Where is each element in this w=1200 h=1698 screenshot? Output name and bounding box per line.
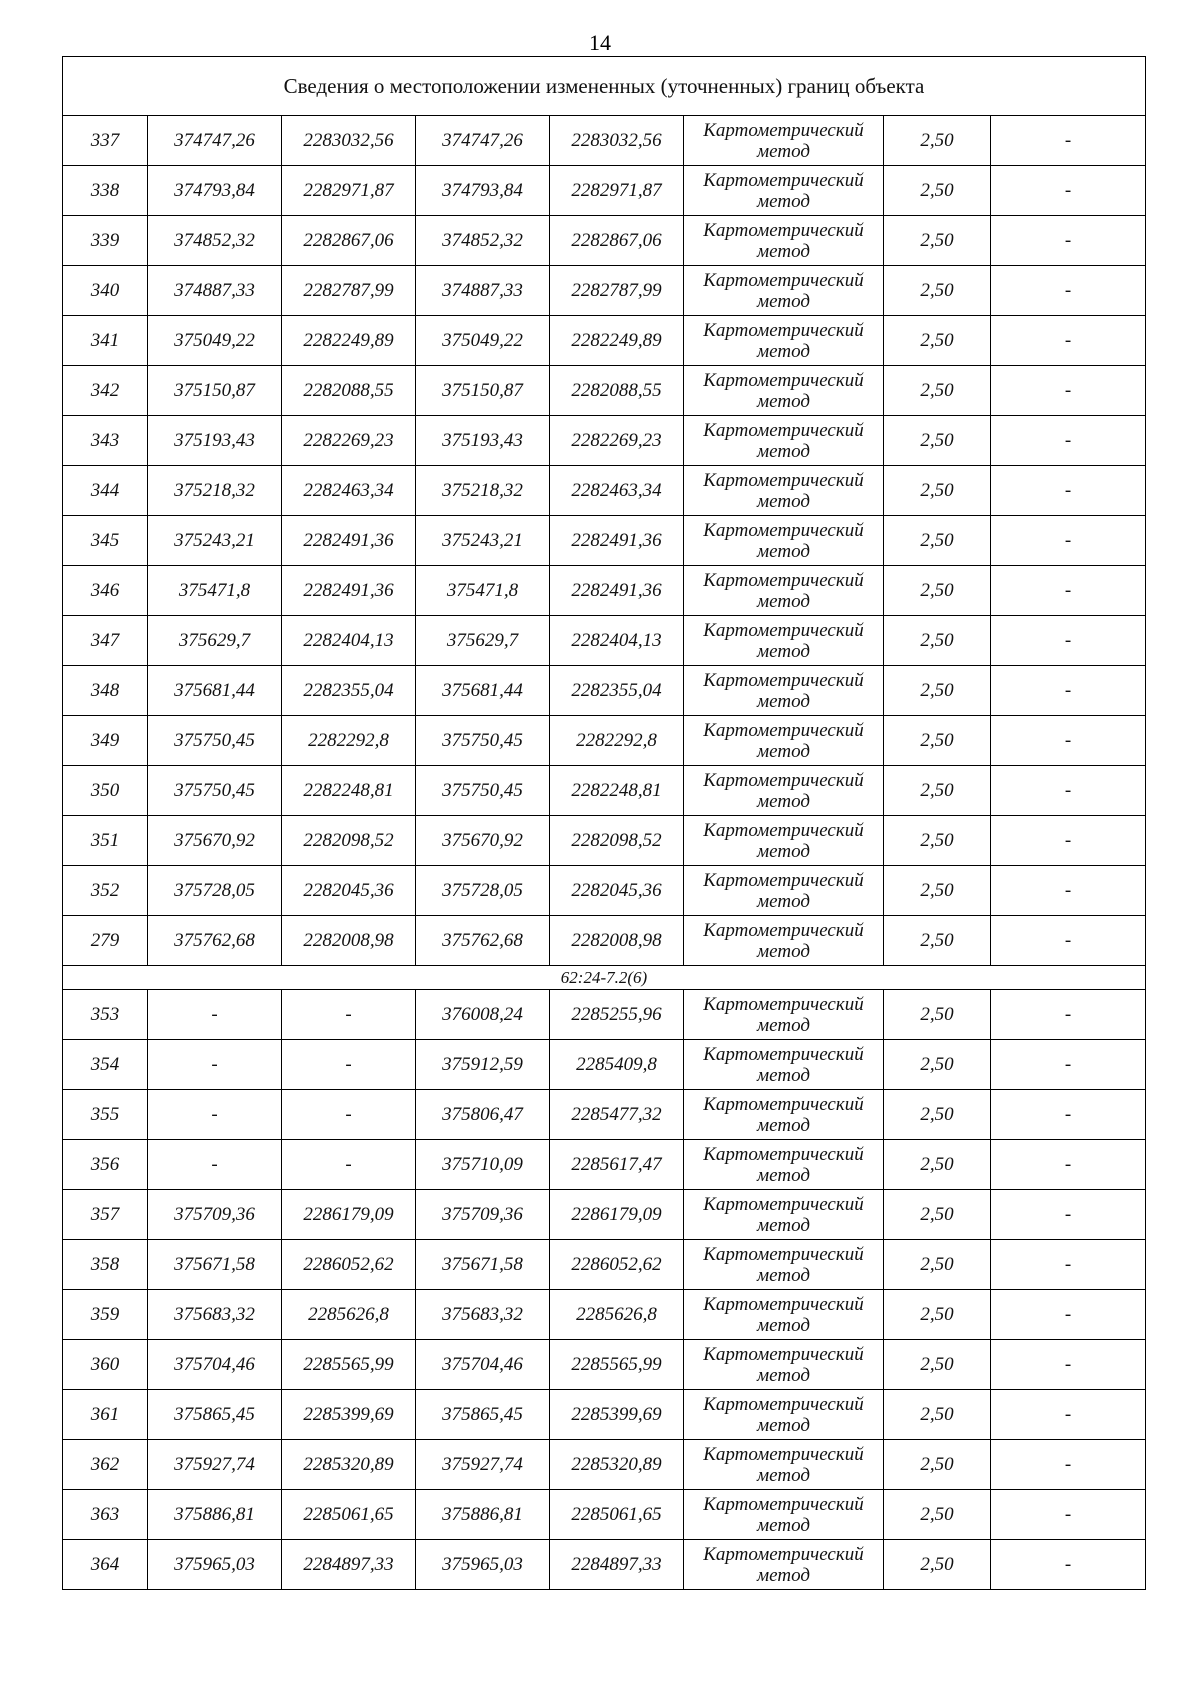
method-cell: Картометрический метод bbox=[684, 116, 884, 166]
existing-x-cell: 375681,44 bbox=[148, 666, 282, 716]
existing-y-cell: 2282867,06 bbox=[282, 216, 416, 266]
accuracy-cell: 2,50 bbox=[884, 516, 991, 566]
point-number-cell: 344 bbox=[63, 466, 148, 516]
point-number-cell: 362 bbox=[63, 1440, 148, 1490]
accuracy-cell: 2,50 bbox=[884, 566, 991, 616]
note-cell: - bbox=[991, 1290, 1146, 1340]
method-cell: Картометрический метод bbox=[684, 266, 884, 316]
existing-x-cell: 375683,32 bbox=[148, 1290, 282, 1340]
table-row bbox=[63, 416, 1146, 466]
existing-x-cell: 375629,7 bbox=[148, 616, 282, 666]
refined-x-cell: 375806,47 bbox=[416, 1090, 550, 1140]
note-cell: - bbox=[991, 416, 1146, 466]
refined-y-cell: 2285477,32 bbox=[550, 1090, 684, 1140]
refined-y-cell: 2285255,96 bbox=[550, 990, 684, 1040]
existing-y-cell: 2282787,99 bbox=[282, 266, 416, 316]
note-cell: - bbox=[991, 216, 1146, 266]
existing-x-cell: 374887,33 bbox=[148, 266, 282, 316]
accuracy-cell: 2,50 bbox=[884, 916, 991, 966]
refined-x-cell: 374747,26 bbox=[416, 116, 550, 166]
existing-x-cell: 375965,03 bbox=[148, 1540, 282, 1590]
existing-x-cell: 375750,45 bbox=[148, 766, 282, 816]
table-row bbox=[63, 1440, 1146, 1490]
existing-y-cell: 2286179,09 bbox=[282, 1190, 416, 1240]
accuracy-cell: 2,50 bbox=[884, 816, 991, 866]
table-row bbox=[63, 1490, 1146, 1540]
refined-y-cell: 2282491,36 bbox=[550, 566, 684, 616]
accuracy-cell: 2,50 bbox=[884, 1490, 991, 1540]
existing-y-cell: 2285626,8 bbox=[282, 1290, 416, 1340]
note-cell: - bbox=[991, 990, 1146, 1040]
note-cell: - bbox=[991, 866, 1146, 916]
method-cell: Картометрический метод bbox=[684, 1490, 884, 1540]
point-number-cell: 361 bbox=[63, 1390, 148, 1440]
refined-x-cell: 375629,7 bbox=[416, 616, 550, 666]
refined-y-cell: 2285565,99 bbox=[550, 1340, 684, 1390]
accuracy-cell: 2,50 bbox=[884, 116, 991, 166]
method-cell: Картометрический метод bbox=[684, 1290, 884, 1340]
existing-x-cell: 375728,05 bbox=[148, 866, 282, 916]
point-number-cell: 352 bbox=[63, 866, 148, 916]
note-cell: - bbox=[991, 1440, 1146, 1490]
table-row bbox=[63, 266, 1146, 316]
method-cell: Картометрический метод bbox=[684, 766, 884, 816]
existing-x-cell: - bbox=[148, 1040, 282, 1090]
existing-y-cell: 2282292,8 bbox=[282, 716, 416, 766]
accuracy-cell: 2,50 bbox=[884, 1440, 991, 1490]
existing-y-cell: 2282491,36 bbox=[282, 516, 416, 566]
method-cell: Картометрический метод bbox=[684, 1340, 884, 1390]
accuracy-cell: 2,50 bbox=[884, 1340, 991, 1390]
section-row bbox=[63, 966, 1146, 990]
note-cell: - bbox=[991, 266, 1146, 316]
existing-y-cell: 2282971,87 bbox=[282, 166, 416, 216]
point-number-cell: 354 bbox=[63, 1040, 148, 1090]
refined-x-cell: 375750,45 bbox=[416, 716, 550, 766]
note-cell: - bbox=[991, 1390, 1146, 1440]
accuracy-cell: 2,50 bbox=[884, 1140, 991, 1190]
refined-x-cell: 375471,8 bbox=[416, 566, 550, 616]
note-cell: - bbox=[991, 1190, 1146, 1240]
accuracy-cell: 2,50 bbox=[884, 990, 991, 1040]
refined-y-cell: 2282249,89 bbox=[550, 316, 684, 366]
existing-x-cell: 375927,74 bbox=[148, 1440, 282, 1490]
refined-y-cell: 2282098,52 bbox=[550, 816, 684, 866]
note-cell: - bbox=[991, 1090, 1146, 1140]
existing-x-cell: 375049,22 bbox=[148, 316, 282, 366]
accuracy-cell: 2,50 bbox=[884, 616, 991, 666]
method-cell: Картометрический метод bbox=[684, 716, 884, 766]
method-cell: Картометрический метод bbox=[684, 466, 884, 516]
point-number-cell: 339 bbox=[63, 216, 148, 266]
accuracy-cell: 2,50 bbox=[884, 766, 991, 816]
table-row bbox=[63, 1040, 1146, 1090]
refined-y-cell: 2285061,65 bbox=[550, 1490, 684, 1540]
refined-x-cell: 374887,33 bbox=[416, 266, 550, 316]
note-cell: - bbox=[991, 766, 1146, 816]
note-cell: - bbox=[991, 116, 1146, 166]
existing-y-cell: 2282088,55 bbox=[282, 366, 416, 416]
accuracy-cell: 2,50 bbox=[884, 666, 991, 716]
existing-x-cell: 375670,92 bbox=[148, 816, 282, 866]
refined-y-cell: 2282248,81 bbox=[550, 766, 684, 816]
accuracy-cell: 2,50 bbox=[884, 166, 991, 216]
refined-x-cell: 374852,32 bbox=[416, 216, 550, 266]
method-cell: Картометрический метод bbox=[684, 516, 884, 566]
accuracy-cell: 2,50 bbox=[884, 1390, 991, 1440]
point-number-cell: 341 bbox=[63, 316, 148, 366]
method-cell: Картометрический метод bbox=[684, 216, 884, 266]
existing-y-cell: 2286052,62 bbox=[282, 1240, 416, 1290]
point-number-cell: 347 bbox=[63, 616, 148, 666]
refined-x-cell: 375912,59 bbox=[416, 1040, 550, 1090]
point-number-cell: 340 bbox=[63, 266, 148, 316]
existing-x-cell: 374747,26 bbox=[148, 116, 282, 166]
note-cell: - bbox=[991, 166, 1146, 216]
refined-y-cell: 2286179,09 bbox=[550, 1190, 684, 1240]
point-number-cell: 364 bbox=[63, 1540, 148, 1590]
existing-y-cell: 2282491,36 bbox=[282, 566, 416, 616]
table-row bbox=[63, 666, 1146, 716]
point-number-cell: 351 bbox=[63, 816, 148, 866]
accuracy-cell: 2,50 bbox=[884, 216, 991, 266]
accuracy-cell: 2,50 bbox=[884, 466, 991, 516]
method-cell: Картометрический метод bbox=[684, 1190, 884, 1240]
refined-y-cell: 2286052,62 bbox=[550, 1240, 684, 1290]
table-row bbox=[63, 1390, 1146, 1440]
existing-y-cell: 2282404,13 bbox=[282, 616, 416, 666]
refined-y-cell: 2282971,87 bbox=[550, 166, 684, 216]
existing-x-cell: 375471,8 bbox=[148, 566, 282, 616]
note-cell: - bbox=[991, 466, 1146, 516]
note-cell: - bbox=[991, 316, 1146, 366]
note-cell: - bbox=[991, 366, 1146, 416]
refined-y-cell: 2282355,04 bbox=[550, 666, 684, 716]
table-row bbox=[63, 1240, 1146, 1290]
refined-x-cell: 375865,45 bbox=[416, 1390, 550, 1440]
point-number-cell: 349 bbox=[63, 716, 148, 766]
existing-y-cell: 2282008,98 bbox=[282, 916, 416, 966]
existing-y-cell: 2282249,89 bbox=[282, 316, 416, 366]
refined-x-cell: 375927,74 bbox=[416, 1440, 550, 1490]
refined-x-cell: 376008,24 bbox=[416, 990, 550, 1040]
refined-x-cell: 375710,09 bbox=[416, 1140, 550, 1190]
table-row bbox=[63, 990, 1146, 1040]
table-row bbox=[63, 566, 1146, 616]
refined-y-cell: 2285399,69 bbox=[550, 1390, 684, 1440]
existing-x-cell: 375243,21 bbox=[148, 516, 282, 566]
existing-y-cell: 2282098,52 bbox=[282, 816, 416, 866]
existing-x-cell: 374793,84 bbox=[148, 166, 282, 216]
table-row bbox=[63, 816, 1146, 866]
existing-x-cell: 374852,32 bbox=[148, 216, 282, 266]
accuracy-cell: 2,50 bbox=[884, 316, 991, 366]
note-cell: - bbox=[991, 916, 1146, 966]
existing-y-cell: 2285565,99 bbox=[282, 1340, 416, 1390]
refined-y-cell: 2282787,99 bbox=[550, 266, 684, 316]
refined-y-cell: 2282404,13 bbox=[550, 616, 684, 666]
table-row bbox=[63, 516, 1146, 566]
point-number-cell: 355 bbox=[63, 1090, 148, 1140]
existing-x-cell: 375762,68 bbox=[148, 916, 282, 966]
accuracy-cell: 2,50 bbox=[884, 1540, 991, 1590]
existing-x-cell: 375865,45 bbox=[148, 1390, 282, 1440]
method-cell: Картометрический метод bbox=[684, 1440, 884, 1490]
method-cell: Картометрический метод bbox=[684, 1040, 884, 1090]
method-cell: Картометрический метод bbox=[684, 1540, 884, 1590]
table-row bbox=[63, 116, 1146, 166]
method-cell: Картометрический метод bbox=[684, 666, 884, 716]
point-number-cell: 343 bbox=[63, 416, 148, 466]
refined-y-cell: 2282045,36 bbox=[550, 866, 684, 916]
refined-y-cell: 2284897,33 bbox=[550, 1540, 684, 1590]
refined-x-cell: 375886,81 bbox=[416, 1490, 550, 1540]
page-number: 14 bbox=[589, 30, 611, 55]
table-title: Сведения о местоположении измененных (уточненных) границ объекта bbox=[63, 57, 1146, 116]
table-row bbox=[63, 1540, 1146, 1590]
note-cell: - bbox=[991, 1340, 1146, 1390]
existing-x-cell: 375709,36 bbox=[148, 1190, 282, 1240]
refined-x-cell: 375671,58 bbox=[416, 1240, 550, 1290]
point-number-cell: 356 bbox=[63, 1140, 148, 1190]
note-cell: - bbox=[991, 1140, 1146, 1190]
method-cell: Картометрический метод bbox=[684, 916, 884, 966]
table-row bbox=[63, 1290, 1146, 1340]
method-cell: Картометрический метод bbox=[684, 316, 884, 366]
point-number-cell: 337 bbox=[63, 116, 148, 166]
refined-y-cell: 2282491,36 bbox=[550, 516, 684, 566]
refined-x-cell: 375049,22 bbox=[416, 316, 550, 366]
accuracy-cell: 2,50 bbox=[884, 266, 991, 316]
note-cell: - bbox=[991, 1490, 1146, 1540]
note-cell: - bbox=[991, 716, 1146, 766]
existing-y-cell: - bbox=[282, 1040, 416, 1090]
refined-x-cell: 375243,21 bbox=[416, 516, 550, 566]
existing-x-cell: - bbox=[148, 990, 282, 1040]
refined-y-cell: 2285409,8 bbox=[550, 1040, 684, 1090]
note-cell: - bbox=[991, 816, 1146, 866]
existing-y-cell: 2282355,04 bbox=[282, 666, 416, 716]
accuracy-cell: 2,50 bbox=[884, 1090, 991, 1140]
note-cell: - bbox=[991, 1240, 1146, 1290]
accuracy-cell: 2,50 bbox=[884, 1290, 991, 1340]
existing-y-cell: - bbox=[282, 1090, 416, 1140]
existing-y-cell: 2285399,69 bbox=[282, 1390, 416, 1440]
refined-x-cell: 375683,32 bbox=[416, 1290, 550, 1340]
method-cell: Картометрический метод bbox=[684, 366, 884, 416]
refined-y-cell: 2282867,06 bbox=[550, 216, 684, 266]
point-number-cell: 353 bbox=[63, 990, 148, 1040]
refined-x-cell: 375965,03 bbox=[416, 1540, 550, 1590]
existing-x-cell: - bbox=[148, 1140, 282, 1190]
accuracy-cell: 2,50 bbox=[884, 716, 991, 766]
accuracy-cell: 2,50 bbox=[884, 366, 991, 416]
note-cell: - bbox=[991, 1540, 1146, 1590]
refined-y-cell: 2285626,8 bbox=[550, 1290, 684, 1340]
method-cell: Картометрический метод bbox=[684, 866, 884, 916]
method-cell: Картометрический метод bbox=[684, 1140, 884, 1190]
existing-x-cell: 375704,46 bbox=[148, 1340, 282, 1390]
point-number-cell: 345 bbox=[63, 516, 148, 566]
table-row bbox=[63, 766, 1146, 816]
accuracy-cell: 2,50 bbox=[884, 1190, 991, 1240]
accuracy-cell: 2,50 bbox=[884, 1040, 991, 1090]
method-cell: Картометрический метод bbox=[684, 566, 884, 616]
note-cell: - bbox=[991, 1040, 1146, 1090]
table-row bbox=[63, 716, 1146, 766]
refined-y-cell: 2282008,98 bbox=[550, 916, 684, 966]
point-number-cell: 346 bbox=[63, 566, 148, 616]
refined-x-cell: 375681,44 bbox=[416, 666, 550, 716]
existing-x-cell: 375193,43 bbox=[148, 416, 282, 466]
table-row bbox=[63, 1340, 1146, 1390]
method-cell: Картометрический метод bbox=[684, 1240, 884, 1290]
existing-y-cell: 2282269,23 bbox=[282, 416, 416, 466]
refined-y-cell: 2282269,23 bbox=[550, 416, 684, 466]
refined-x-cell: 375150,87 bbox=[416, 366, 550, 416]
point-number-cell: 348 bbox=[63, 666, 148, 716]
refined-y-cell: 2282463,34 bbox=[550, 466, 684, 516]
point-number-cell: 363 bbox=[63, 1490, 148, 1540]
accuracy-cell: 2,50 bbox=[884, 1240, 991, 1290]
note-cell: - bbox=[991, 666, 1146, 716]
table-row bbox=[63, 366, 1146, 416]
note-cell: - bbox=[991, 516, 1146, 566]
method-cell: Картометрический метод bbox=[684, 616, 884, 666]
point-number-cell: 360 bbox=[63, 1340, 148, 1390]
refined-x-cell: 375762,68 bbox=[416, 916, 550, 966]
table-row bbox=[63, 166, 1146, 216]
existing-y-cell: 2282045,36 bbox=[282, 866, 416, 916]
point-number-cell: 359 bbox=[63, 1290, 148, 1340]
existing-y-cell: 2284897,33 bbox=[282, 1540, 416, 1590]
point-number-cell: 338 bbox=[63, 166, 148, 216]
table-row bbox=[63, 1190, 1146, 1240]
point-number-cell: 350 bbox=[63, 766, 148, 816]
existing-x-cell: 375750,45 bbox=[148, 716, 282, 766]
existing-y-cell: 2283032,56 bbox=[282, 116, 416, 166]
refined-y-cell: 2282292,8 bbox=[550, 716, 684, 766]
method-cell: Картометрический метод bbox=[684, 816, 884, 866]
method-cell: Картометрический метод bbox=[684, 166, 884, 216]
existing-y-cell: - bbox=[282, 990, 416, 1040]
refined-x-cell: 375704,46 bbox=[416, 1340, 550, 1390]
method-cell: Картометрический метод bbox=[684, 990, 884, 1040]
existing-y-cell: 2285320,89 bbox=[282, 1440, 416, 1490]
refined-y-cell: 2285617,47 bbox=[550, 1140, 684, 1190]
table-row bbox=[63, 916, 1146, 966]
existing-x-cell: 375150,87 bbox=[148, 366, 282, 416]
table-row bbox=[63, 466, 1146, 516]
table-row bbox=[63, 866, 1146, 916]
note-cell: - bbox=[991, 566, 1146, 616]
table-row bbox=[63, 216, 1146, 266]
existing-x-cell: 375671,58 bbox=[148, 1240, 282, 1290]
method-cell: Картометрический метод bbox=[684, 416, 884, 466]
table-title-row bbox=[63, 57, 1146, 116]
refined-x-cell: 375709,36 bbox=[416, 1190, 550, 1240]
section-label: 62:24-7.2(6) bbox=[63, 966, 1146, 990]
table-row bbox=[63, 1090, 1146, 1140]
refined-y-cell: 2285320,89 bbox=[550, 1440, 684, 1490]
refined-x-cell: 375750,45 bbox=[416, 766, 550, 816]
method-cell: Картометрический метод bbox=[684, 1090, 884, 1140]
table-body bbox=[63, 57, 1146, 1590]
table-row bbox=[63, 316, 1146, 366]
existing-y-cell: 2282463,34 bbox=[282, 466, 416, 516]
existing-x-cell: - bbox=[148, 1090, 282, 1140]
accuracy-cell: 2,50 bbox=[884, 866, 991, 916]
refined-x-cell: 374793,84 bbox=[416, 166, 550, 216]
point-number-cell: 357 bbox=[63, 1190, 148, 1240]
existing-y-cell: - bbox=[282, 1140, 416, 1190]
note-cell: - bbox=[991, 616, 1146, 666]
table-row bbox=[63, 616, 1146, 666]
existing-x-cell: 375886,81 bbox=[148, 1490, 282, 1540]
existing-y-cell: 2282248,81 bbox=[282, 766, 416, 816]
refined-x-cell: 375218,32 bbox=[416, 466, 550, 516]
refined-x-cell: 375670,92 bbox=[416, 816, 550, 866]
point-number-cell: 279 bbox=[63, 916, 148, 966]
accuracy-cell: 2,50 bbox=[884, 416, 991, 466]
boundary-coordinates-table bbox=[62, 56, 1146, 1590]
refined-x-cell: 375728,05 bbox=[416, 866, 550, 916]
existing-y-cell: 2285061,65 bbox=[282, 1490, 416, 1540]
refined-x-cell: 375193,43 bbox=[416, 416, 550, 466]
refined-y-cell: 2283032,56 bbox=[550, 116, 684, 166]
table-row bbox=[63, 1140, 1146, 1190]
existing-x-cell: 375218,32 bbox=[148, 466, 282, 516]
point-number-cell: 358 bbox=[63, 1240, 148, 1290]
refined-y-cell: 2282088,55 bbox=[550, 366, 684, 416]
point-number-cell: 342 bbox=[63, 366, 148, 416]
method-cell: Картометрический метод bbox=[684, 1390, 884, 1440]
